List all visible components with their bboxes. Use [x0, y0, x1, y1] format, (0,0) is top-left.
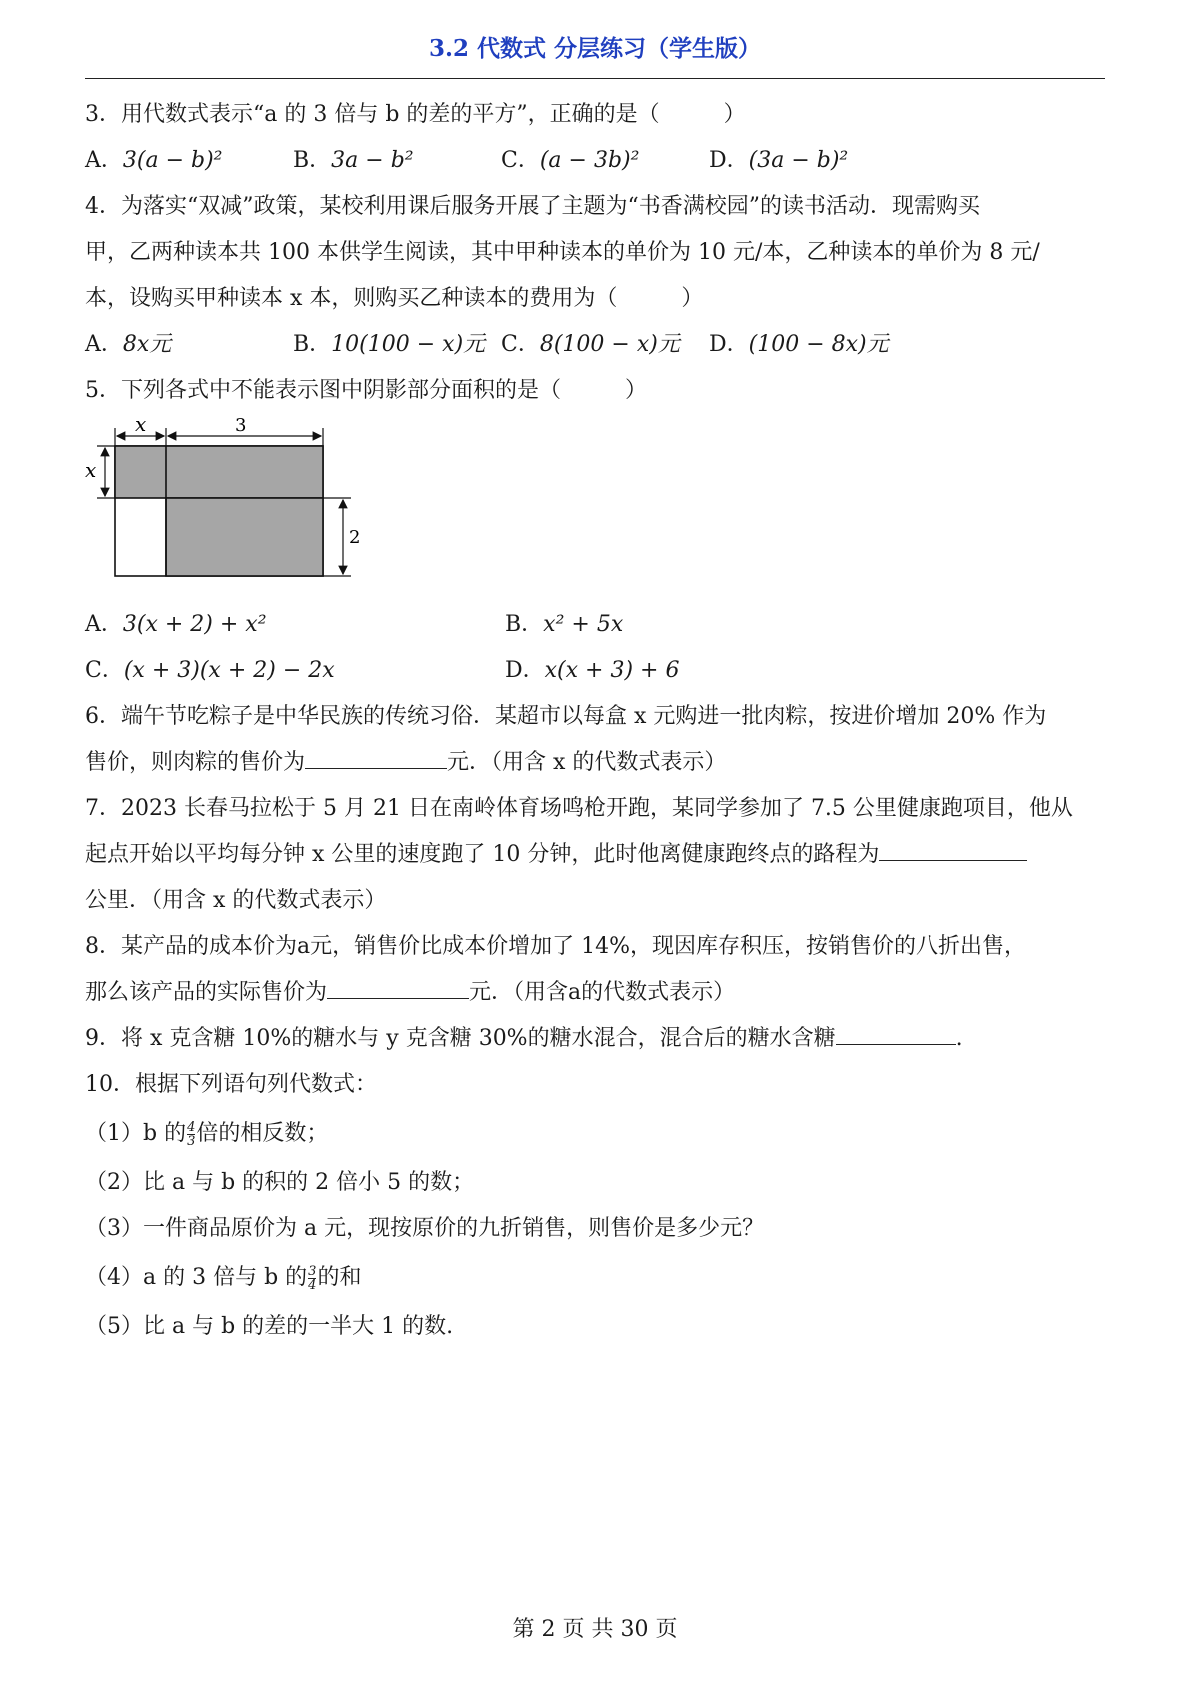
q7-answer-blank[interactable] — [879, 834, 1027, 861]
q4-option-b: B．10(100 − x)元 — [293, 332, 486, 357]
q3-options — [85, 138, 1105, 184]
q3-option-c: C．(a − 3b)² — [501, 148, 640, 173]
shaded-top-strip — [115, 446, 323, 498]
question-3 — [85, 92, 1105, 138]
question-7-line-2: 起点开始以平均每分钟 x 公里的速度跑了 10 分钟，此时他离健康跑终点的路程为 — [85, 832, 1105, 878]
q4-option-c: C．8(100 − x)元 — [501, 332, 680, 357]
document-body — [85, 92, 1105, 1350]
area-diagram — [85, 416, 1105, 598]
q6-answer-blank[interactable] — [305, 742, 447, 769]
q10-item-2: （2）比 a 与 b 的积的 2 倍小 5 的数； — [85, 1170, 475, 1195]
question-4-line-2: 甲，乙两种读本共 100 本供学生阅读，其中甲种读本的单价为 10 元/本，乙种读本的单价为 8 元/ — [85, 240, 1040, 265]
q5-option-c: C．(x + 3)(x + 2) − 2x — [85, 658, 335, 683]
shaded-bottom-right — [166, 498, 323, 576]
q9-answer-blank[interactable] — [836, 1018, 956, 1045]
label-2: 2 — [349, 527, 361, 548]
q3-option-b: B．3a − b² — [293, 148, 414, 173]
question-10: 10．根据下列语句列代数式： — [85, 1072, 377, 1097]
q4-options — [85, 322, 1105, 368]
question-4-line-3: 本，设购买甲种读本 x 本，则购买乙种读本的费用为（ ） — [85, 286, 704, 311]
page-number: 第 2 页 共 30 页 — [512, 1617, 678, 1642]
q10-item-4: （4）a 的 3 倍与 b 的 $\frac{3}{4}$ 的和 — [85, 1263, 362, 1293]
q5-options-row-1 — [85, 602, 1105, 648]
question-8-line-1: 8．某产品的成本价为a元，销售价比成本价增加了 14%，现因库存积压，按销售价的八折出售， — [85, 934, 1027, 959]
q10-item-1: （1）b 的 $\frac{4}{3}$ 倍的相反数； — [85, 1119, 329, 1149]
label-x-top: x — [135, 416, 147, 436]
question-8-line-2: 那么该产品的实际售价为 元．（用含a的代数式表示） — [85, 970, 1105, 1016]
q3-close: ） — [723, 102, 746, 127]
label-3: 3 — [235, 416, 247, 436]
q5-option-b: B．x² + 5x — [505, 612, 624, 637]
label-x-left: x — [85, 458, 97, 482]
question-5: 5．下列各式中不能表示图中阴影部分面积的是（ ） — [85, 378, 648, 403]
q5-option-d: D．x(x + 3) + 6 — [505, 658, 680, 683]
fraction-4-3: $\frac{4}{3}$ — [187, 1119, 196, 1149]
q3-option-d: D．(3a − b)² — [709, 148, 849, 173]
question-6-line-1: 6．端午节吃粽子是中华民族的传统习俗．某超市以每盒 x 元购进一批肉粽，按进价增加 20% 作为 — [85, 704, 1047, 729]
question-4-line-1: 4．为落实“双减”政策，某校利用课后服务开展了主题为“书香满校园”的读书活动．现需购买 — [85, 194, 980, 219]
question-9: 9．将 x 克含糖 10%的糖水与 y 克含糖 30%的糖水混合，混合后的糖水含糖 . — [85, 1016, 1105, 1062]
shaded-rectangle-figure — [85, 416, 385, 598]
q3-stem: 3．用代数式表示“a 的 3 倍与 b 的差的平方”，正确的是（ — [85, 102, 660, 127]
q10-item-5: （5）比 a 与 b 的差的一半大 1 的数. — [85, 1314, 454, 1339]
question-7-line-3: 公里．（用含 x 的代数式表示） — [85, 888, 387, 913]
page-title: 3.2 代数式 分层练习（学生版） — [428, 35, 762, 62]
q5-option-a: A．3(x + 2) + x² — [85, 612, 267, 637]
q4-option-a: A．8x元 — [85, 332, 172, 357]
q4-option-d: D．(100 − 8x)元 — [709, 332, 889, 357]
fraction-3-4: $\frac{3}{4}$ — [308, 1263, 317, 1293]
question-6-line-2: 售价，则肉粽的售价为 元．（用含 x 的代数式表示） — [85, 740, 1105, 786]
q8-answer-blank[interactable] — [327, 972, 469, 999]
q5-options-row-2 — [85, 648, 1105, 694]
question-7-line-1: 7．2023 长春马拉松于 5 月 21 日在南岭体育场鸣枪开跑，某同学参加了 7.5 公里健康跑项目，他从 — [85, 796, 1073, 821]
q3-option-a: A．3(a − b)² — [85, 148, 223, 173]
q10-item-3: （3）一件商品原价为 a 元，现按原价的九折销售，则售价是多少元？ — [85, 1216, 765, 1241]
header-divider — [85, 78, 1105, 79]
